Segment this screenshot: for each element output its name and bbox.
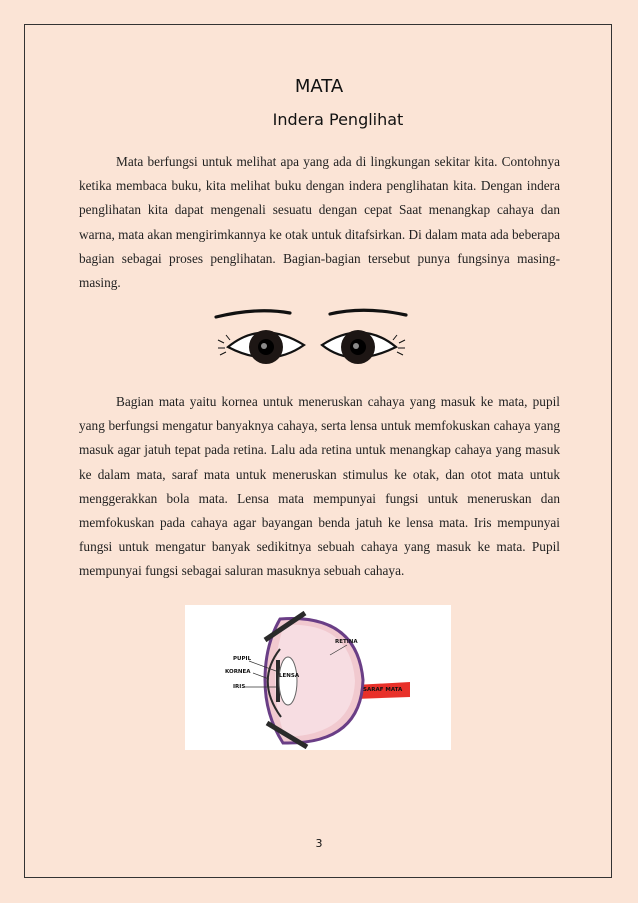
- right-eyebrow: [330, 310, 406, 315]
- left-eye: [218, 330, 304, 364]
- left-eyebrow: [216, 311, 290, 317]
- parts-paragraph: Bagian mata yaitu kornea untuk meneruskan cahaya yang masuk ke mata, pupil yang berfungsi mengatur banyaknya cahaya, serta lensa untuk memfokuskan cahaya yang masuk agar jatuh tepat pada retina. Lalu ada retina untuk menangkap cahaya yang masuk ke dalam mata, saraf mata untuk meneruskan stimulus ke otak, dan otot mata untuk menggerakkan bola mata. Lensa mata mempunyai fungsi untuk meneruskan dan memfokuskan pada cahaya agar bayangan benda jatuh ke lensa mata. Iris mempunyai fungsi untuk mengatur banyak sedikitnya sebuah cahaya yang masuk ke mata. Pupil mempunyai fungsi sebagai saluran masuknya sebuah cahaya.: [79, 394, 560, 579]
- eyes-illustration: [212, 305, 410, 380]
- page-subtitle: Indera Penglihat: [272, 110, 404, 129]
- intro-paragraph: Mata berfungsi untuk melihat apa yang ada di lingkungan sekitar kita. Contohnya ketika membaca buku, kita melihat buku dengan indera penglihatan kita. Dengan indera penglihatan kita dapat mengenali sesuatu dengan cepat Saat menangkap cahaya dan warna, mata akan mengirimkannya ke otak untuk ditafsirkan. Di dalam mata ada beberapa bagian sebagai proses penglihatan. Bagian-bagian tersebut punya fungsinya masing-masing.: [79, 154, 560, 291]
- page-number: 3: [315, 837, 323, 850]
- label-saraf-mata: SARAF MATA: [363, 687, 403, 693]
- eye-anatomy-diagram: [185, 605, 451, 750]
- page-title: MATA: [294, 76, 344, 97]
- lens: [279, 657, 297, 705]
- right-eye: [322, 330, 405, 364]
- label-kornea: KORNEA: [225, 669, 251, 675]
- label-retina: RETINA: [335, 639, 358, 645]
- label-iris: IRIS: [233, 684, 246, 690]
- label-pupil: PUPIL: [233, 656, 252, 662]
- label-lensa: LENSA: [279, 673, 300, 679]
